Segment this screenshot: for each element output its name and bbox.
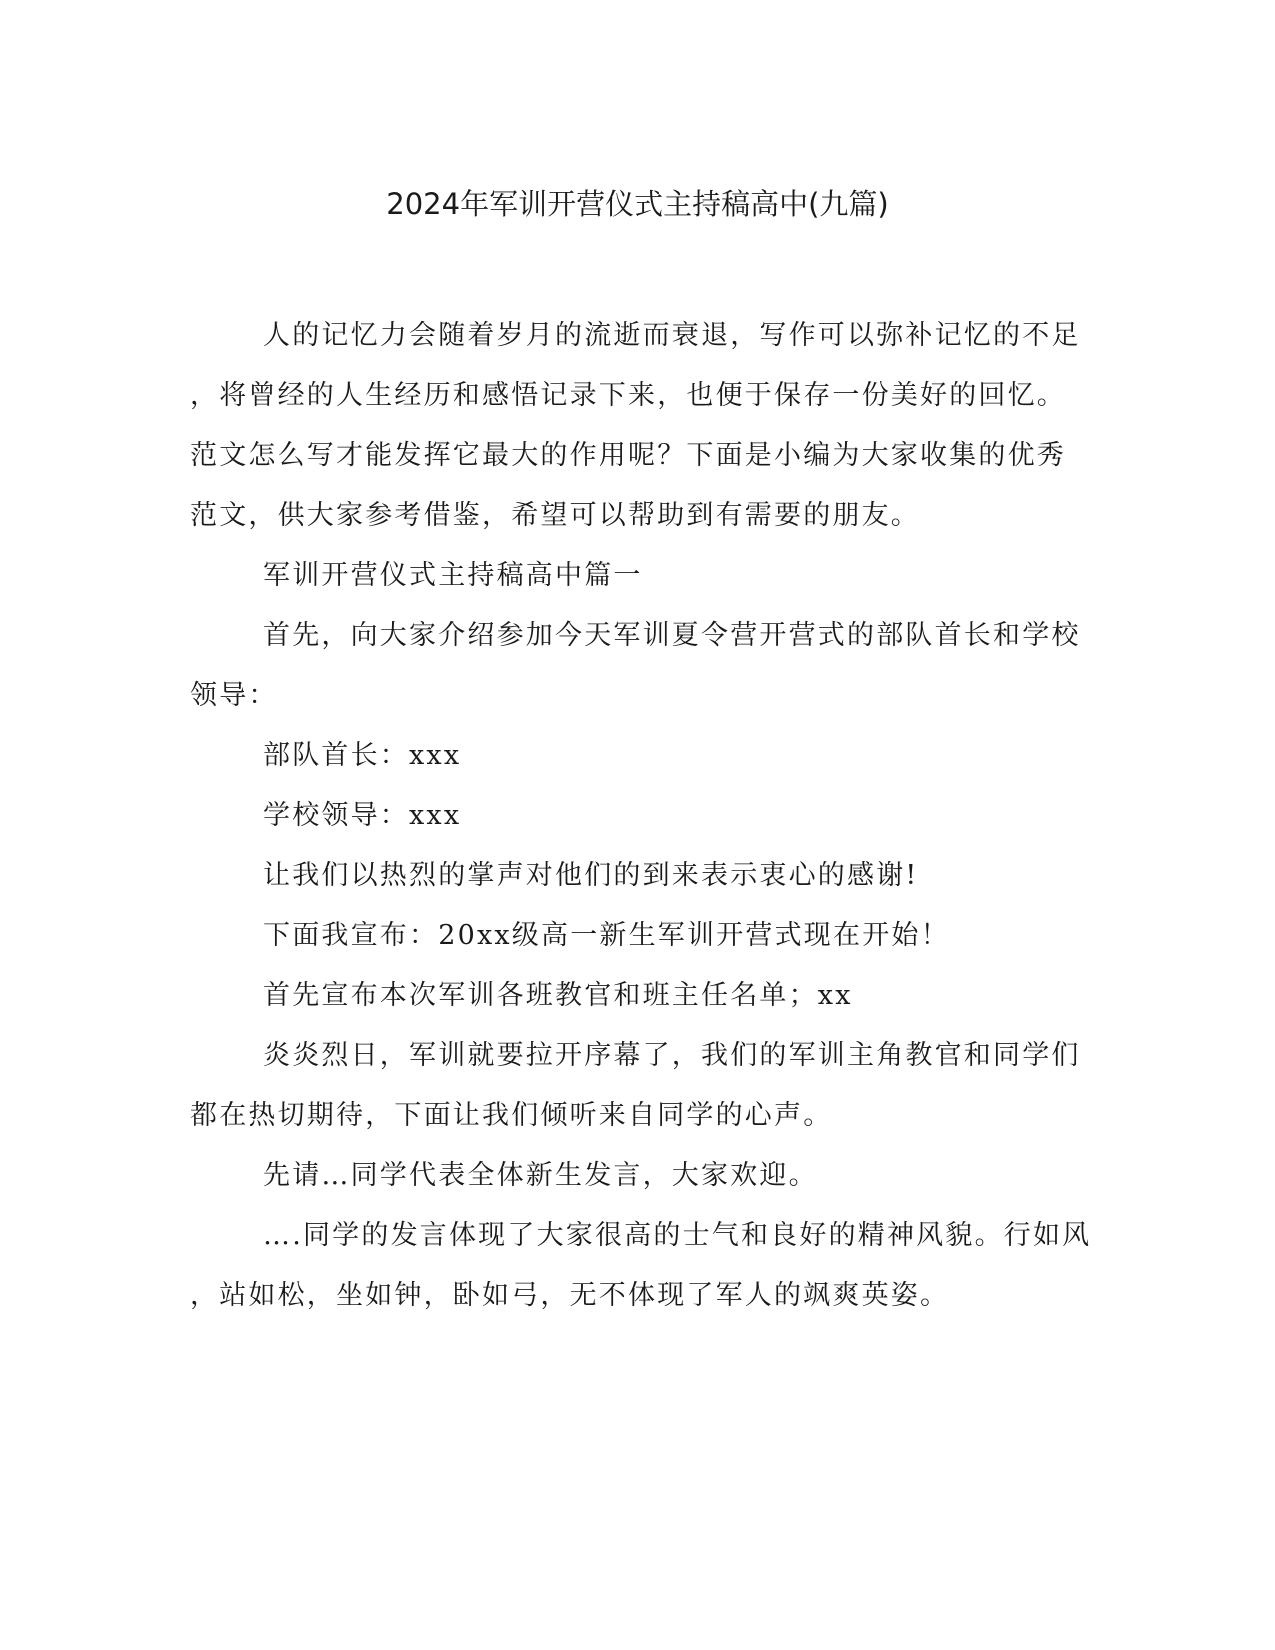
- paragraph-line: 先请…同学代表全体新生发言，大家欢迎。: [263, 1160, 818, 1191]
- paragraph-line: 首先宣布本次军训各班教官和班主任名单；xx: [263, 980, 853, 1011]
- paragraph-line: 领导：: [190, 680, 278, 711]
- paragraph-line: 首先，向大家介绍参加今天军训夏令营开营式的部队首长和学校: [263, 620, 1081, 651]
- section-heading: 军训开营仪式主持稿高中篇一: [263, 560, 643, 591]
- paragraph-line: 人的记忆力会随着岁月的流逝而衰退，写作可以弥补记忆的不足: [263, 320, 1081, 351]
- paragraph-line: 学校领导：xxx: [263, 800, 462, 831]
- paragraph-line: 部队首长：xxx: [263, 740, 462, 771]
- paragraph-line: 炎炎烈日，军训就要拉开序幕了，我们的军训主角教官和同学们: [263, 1040, 1081, 1071]
- document-title: 2024年军训开营仪式主持稿高中(九篇): [386, 187, 889, 221]
- paragraph-line: ，将曾经的人生经历和感悟记录下来，也便于保存一份美好的回忆。: [190, 380, 1066, 411]
- paragraph-line: ….同学的发言体现了大家很高的士气和良好的精神风貌。行如风: [263, 1220, 1092, 1251]
- paragraph-line: 都在热切期待，下面让我们倾听来自同学的心声。: [190, 1100, 833, 1131]
- paragraph-line: 让我们以热烈的掌声对他们的到来表示衷心的感谢!: [263, 860, 919, 891]
- paragraph-line: 下面我宣布：20xx级高一新生军训开营式现在开始！: [263, 920, 950, 951]
- paragraph-line: 范文，供大家参考借鉴，希望可以帮助到有需要的朋友。: [190, 500, 920, 531]
- paragraph-line: 范文怎么写才能发挥它最大的作用呢？下面是小编为大家收集的优秀: [190, 440, 1066, 471]
- paragraph-line: ，站如松，坐如钟，卧如弓，无不体现了军人的飒爽英姿。: [190, 1280, 950, 1311]
